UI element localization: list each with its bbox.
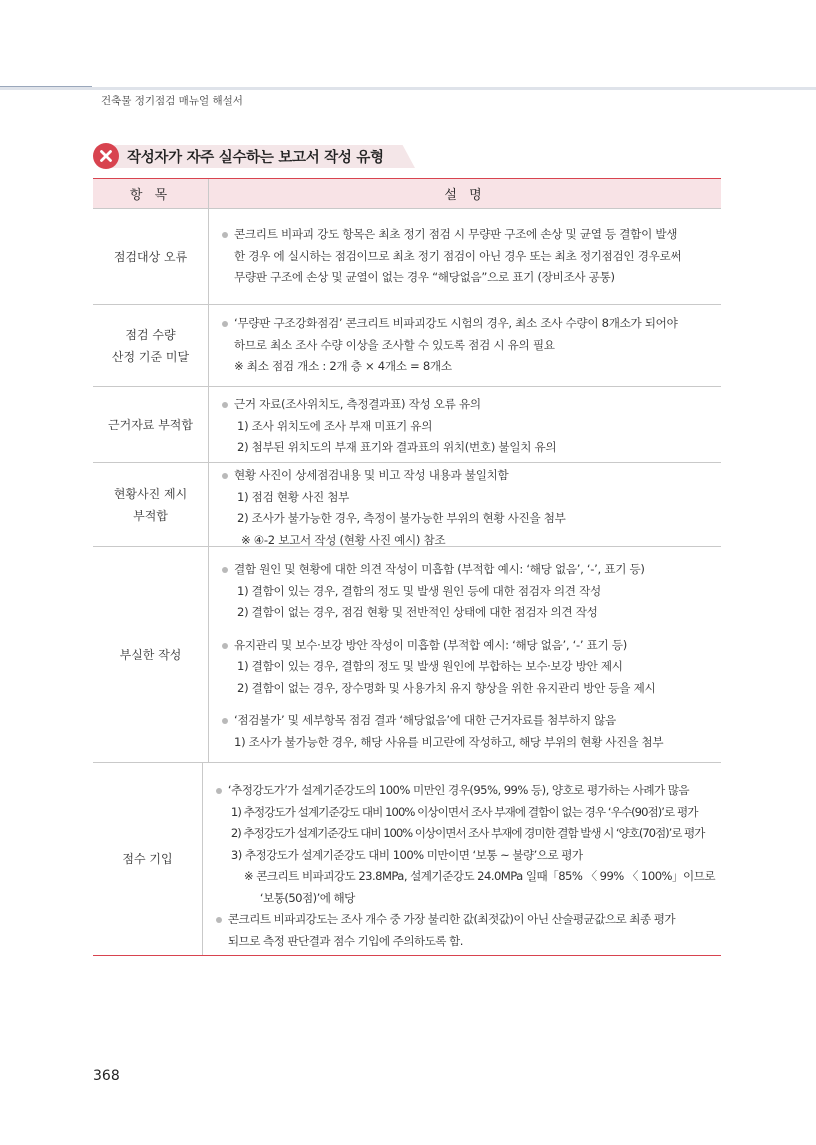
- page-number: 368: [93, 1068, 120, 1084]
- description-subitem: 1) 조사 위치도에 조사 부재 미표기 유의: [237, 418, 433, 433]
- description-subitem: 1) 추정강도가 설계기준강도 대비 100% 이상이면서 조사 부재에 결함이 없는 경우 ‘우수(90점)’로 평가: [230, 804, 698, 819]
- description-subitem: 1) 점검 현황 사진 첨부: [237, 489, 350, 504]
- spacer: [221, 699, 715, 710]
- row-description: [209, 463, 721, 546]
- table-row: [93, 763, 721, 955]
- row-item-label: [93, 547, 209, 762]
- column-header-item: 항 목: [93, 179, 209, 208]
- description-bullet: ‘무량판 구조강화점검’ 콘크리트 비파괴강도 시험의 경우, 최소 조사 수량이 8개소가 되어야: [221, 313, 715, 335]
- item-label-line: 점검대상 오류: [113, 249, 188, 264]
- description-line: 하므로 최소 조사 수량 이상을 조사할 수 있도록 점검 시 유의 필요: [234, 337, 555, 352]
- spacer: [221, 624, 715, 635]
- description-bullet: 근거 자료(조사위치도, 측정결과표) 작성 오류 유의: [221, 394, 715, 416]
- description-subitem: 1) 결함이 있는 경우, 결함의 정도 및 발생 원인에 부합하는 보수·보강 방안 제시: [237, 659, 623, 673]
- description-subitem: 1) 결함이 있는 경우, 결함의 정도 및 발생 원인 등에 대한 점검자 의견 작성: [237, 583, 601, 598]
- table-row: [93, 463, 721, 547]
- description-bullet: ‘추정강도가’가 설계기준강도의 100% 미만인 경우(95%, 99% 등), 양호로 평가하는 사례가 많음: [215, 780, 715, 802]
- row-item-label: [93, 763, 203, 955]
- description-note: ※ 최소 점검 개소 : 2개 층 × 4개소 = 8개소: [234, 359, 452, 373]
- item-label-line: 부적합: [133, 508, 168, 523]
- description-bullet: 유지관리 및 보수·보강 방안 작성이 미흡함 (부적합 예시: ‘해당 없음’, ‘-’ 표기 등): [221, 635, 715, 657]
- description-subitem: 3) 추정강도가 설계기준강도 대비 100% 미만이면 ‘보통 ~ 불량’으로 평가: [230, 847, 583, 862]
- row-item-label: [93, 463, 209, 546]
- item-label-line: 점검 수량: [125, 327, 176, 342]
- table-header: [93, 179, 721, 209]
- row-description: [209, 387, 721, 462]
- description-line: 한 경우 에 실시하는 점검이므로 최초 정기 점검이 아닌 경우 또는 최초 정기점검인 경우로써: [234, 248, 682, 263]
- x-mark-icon: [93, 143, 119, 169]
- item-label-line: 점수 기입: [122, 852, 173, 866]
- description-note: ‘보통(50점)’에 해당: [259, 890, 355, 905]
- description-subitem: 2) 결함이 없는 경우, 장수명화 및 사용가치 유지 향상을 위한 유지관리 방안 등을 제시: [237, 680, 656, 695]
- table-row: [93, 547, 721, 763]
- description-subitem: 2) 결함이 없는 경우, 점검 현황 및 전반적인 상태에 대한 점검자 의견 작성: [237, 605, 598, 619]
- row-item-label: [93, 209, 209, 304]
- table-row: [93, 305, 721, 387]
- description-subitem: 2) 조사가 불가능한 경우, 측정이 불가능한 부위의 현황 사진을 첨부: [237, 511, 566, 525]
- description-subitem: 1) 조사가 불가능한 경우, 해당 사유를 비고란에 작성하고, 해당 부위의 현황 사진을 첨부: [234, 734, 664, 749]
- row-item-label: [93, 387, 209, 462]
- description-bullet: 콘크리트 비파괴 강도 항목은 최초 정기 점검 시 무량판 구조에 손상 및 균열 등 결함이 발생: [221, 224, 715, 246]
- row-description: [209, 305, 721, 386]
- description-bullet: 콘크리트 비파괴강도는 조사 개수 중 가장 불리한 값(최젓값)이 아닌 산술평균값으로 최종 평가: [215, 909, 715, 931]
- description-note: ※ 콘크리트 비파괴강도 23.8MPa, 설계기준강도 24.0MPa 일때「85% 〈 99% 〈 100%」이므로: [243, 869, 715, 883]
- table-row: [93, 387, 721, 463]
- row-item-label: [93, 305, 209, 386]
- item-label-line: 현황사진 제시: [113, 486, 188, 501]
- header-rule: [0, 87, 816, 90]
- item-label-line: 산정 기준 미달: [111, 349, 190, 364]
- item-label-line: 근거자료 부적합: [108, 417, 193, 432]
- description-line: 무량판 구조에 손상 및 균열이 없는 경우 “해당없음”으로 표기 (장비조사 공통): [234, 270, 615, 284]
- description-subitem: 2) 첨부된 위치도의 부재 표기와 결과표의 위치(번호) 불일치 유의: [237, 440, 557, 454]
- row-description: [203, 763, 721, 955]
- row-description: [209, 547, 721, 762]
- description-bullet: 결함 원인 및 현황에 대한 의견 작성이 미흡함 (부적합 예시: ‘해당 없음’, ‘-’, 표기 등): [221, 559, 715, 581]
- error-types-table: [93, 178, 721, 956]
- running-title: 건축물 정기점검 매뉴얼 해설서: [101, 95, 243, 107]
- description-line: 되므로 측정 판단결과 점수 기입에 주의하도록 함.: [227, 933, 463, 948]
- description-bullet: ‘점검불가’ 및 세부항목 점검 결과 ‘해당없음’에 대한 근거자료를 첨부하지 않음: [221, 710, 715, 732]
- column-header-description: 설 명: [444, 188, 486, 203]
- description-note: ※ ④-2 보고서 작성 (현황 사진 예시) 참조: [241, 532, 446, 547]
- item-label-line: 부실한 작성: [119, 647, 182, 662]
- description-bullet: 현황 사진이 상세점검내용 및 비고 작성 내용과 불일치함: [221, 465, 715, 487]
- row-description: [209, 209, 721, 304]
- section-title: 작성자가 자주 실수하는 보고서 작성 유형: [127, 150, 384, 166]
- table-row: [93, 209, 721, 305]
- description-subitem: 2) 추정강도가 설계기준강도 대비 100% 이상이면서 조사 부재에 경미한 결함 발생 시 ‘양호(70점)’로 평가: [230, 826, 705, 840]
